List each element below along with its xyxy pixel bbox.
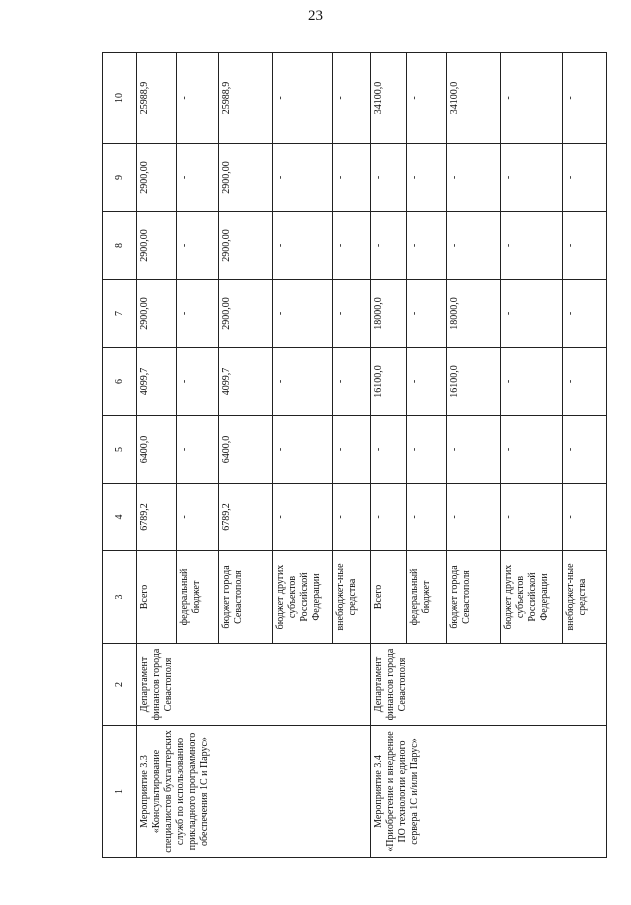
value-cell: - (273, 484, 333, 551)
header-row (103, 53, 137, 858)
value-cell: - (371, 416, 407, 484)
value-cell: - (407, 53, 447, 144)
value-cell: 2900,00 (137, 212, 177, 280)
value-cell: - (407, 416, 447, 484)
value-cell: 6789,2 (137, 484, 177, 551)
value-cell: - (371, 484, 407, 551)
value-cell: 2900,00 (219, 144, 273, 212)
header-cell: 3 (103, 551, 137, 644)
value-cell: - (407, 144, 447, 212)
value-cell: 25988,9 (219, 53, 273, 144)
value-cell: 34100,0 (371, 53, 407, 144)
value-cell: - (501, 212, 563, 280)
value-cell: 18000,0 (371, 280, 407, 348)
budget-table (102, 52, 607, 858)
page-number: 23 (308, 8, 323, 24)
value-cell: - (563, 280, 607, 348)
value-cell: - (177, 348, 219, 416)
value-cell: - (563, 144, 607, 212)
funding-source-cell: внебюджет-ные средства (333, 551, 371, 644)
measure-cell: Мероприятие 3.4 «Приобретение и внедрение ПО технологии единого сервера 1С и/или Парус» (371, 726, 607, 858)
value-cell: - (447, 212, 501, 280)
value-cell: - (273, 212, 333, 280)
value-cell: - (563, 348, 607, 416)
value-cell: - (563, 212, 607, 280)
value-cell: - (333, 484, 371, 551)
header-cell: 10 (103, 53, 137, 144)
value-cell: - (333, 144, 371, 212)
value-cell: - (501, 484, 563, 551)
value-cell: - (177, 416, 219, 484)
value-cell: - (407, 484, 447, 551)
funding-source-cell: бюджет других субъектов Российской Федерации (273, 551, 333, 644)
value-cell: - (177, 53, 219, 144)
value-cell: - (371, 212, 407, 280)
value-cell: - (333, 348, 371, 416)
value-cell: - (563, 53, 607, 144)
value-cell: - (563, 416, 607, 484)
value-cell: - (501, 144, 563, 212)
rotated-table-container (102, 53, 607, 858)
value-cell: - (333, 212, 371, 280)
header-cell: 6 (103, 348, 137, 416)
value-cell: - (273, 280, 333, 348)
value-cell: 4099,7 (219, 348, 273, 416)
value-cell: 2900,00 (137, 144, 177, 212)
table-row (371, 53, 407, 858)
header-cell: 4 (103, 484, 137, 551)
funding-source-cell: бюджет города Севастополя (447, 551, 501, 644)
value-cell: 25988,9 (137, 53, 177, 144)
value-cell: - (407, 280, 447, 348)
value-cell: - (273, 53, 333, 144)
funding-source-cell: Всего (371, 551, 407, 644)
value-cell: - (563, 484, 607, 551)
value-cell: - (333, 280, 371, 348)
header-cell: 1 (103, 726, 137, 858)
executor-cell: Департамент финансов города Севастополя (137, 644, 371, 726)
value-cell: - (501, 280, 563, 348)
value-cell: - (177, 280, 219, 348)
value-cell: - (447, 484, 501, 551)
value-cell: 2900,00 (137, 280, 177, 348)
funding-source-cell: внебюджет-ные средства (563, 551, 607, 644)
value-cell: - (501, 53, 563, 144)
value-cell: - (447, 144, 501, 212)
value-cell: 6400,0 (219, 416, 273, 484)
funding-source-cell: Всего (137, 551, 177, 644)
value-cell: - (273, 416, 333, 484)
value-cell: - (333, 416, 371, 484)
measure-cell: Мероприятие 3.3 «Консультирование специалистов бухгалтерских служб по использованию прикладного программного обеспечения 1С и Парус» (137, 726, 371, 858)
value-cell: 6789,2 (219, 484, 273, 551)
value-cell: 6400,0 (137, 416, 177, 484)
value-cell: - (177, 212, 219, 280)
executor-cell: Департамент финансов города Севастополя (371, 644, 607, 726)
value-cell: - (333, 53, 371, 144)
funding-source-cell: бюджет других субъектов Российской Федерации (501, 551, 563, 644)
header-cell: 7 (103, 280, 137, 348)
value-cell: 34100,0 (447, 53, 501, 144)
value-cell: - (501, 416, 563, 484)
header-cell: 9 (103, 144, 137, 212)
value-cell: 4099,7 (137, 348, 177, 416)
value-cell: - (273, 144, 333, 212)
value-cell: - (501, 348, 563, 416)
value-cell: 2900,00 (219, 212, 273, 280)
header-cell: 2 (103, 644, 137, 726)
value-cell: 2900,00 (219, 280, 273, 348)
table-row (137, 53, 177, 858)
value-cell: - (407, 348, 447, 416)
value-cell: - (407, 212, 447, 280)
value-cell: - (447, 416, 501, 484)
funding-source-cell: бюджет города Севастополя (219, 551, 273, 644)
value-cell: - (177, 144, 219, 212)
value-cell: - (177, 484, 219, 551)
funding-source-cell: федеральный бюджет (177, 551, 219, 644)
value-cell: - (273, 348, 333, 416)
value-cell: 16100,0 (447, 348, 501, 416)
value-cell: 18000,0 (447, 280, 501, 348)
funding-source-cell: федеральный бюджет (407, 551, 447, 644)
header-cell: 5 (103, 416, 137, 484)
header-cell: 8 (103, 212, 137, 280)
value-cell: - (371, 144, 407, 212)
value-cell: 16100,0 (371, 348, 407, 416)
